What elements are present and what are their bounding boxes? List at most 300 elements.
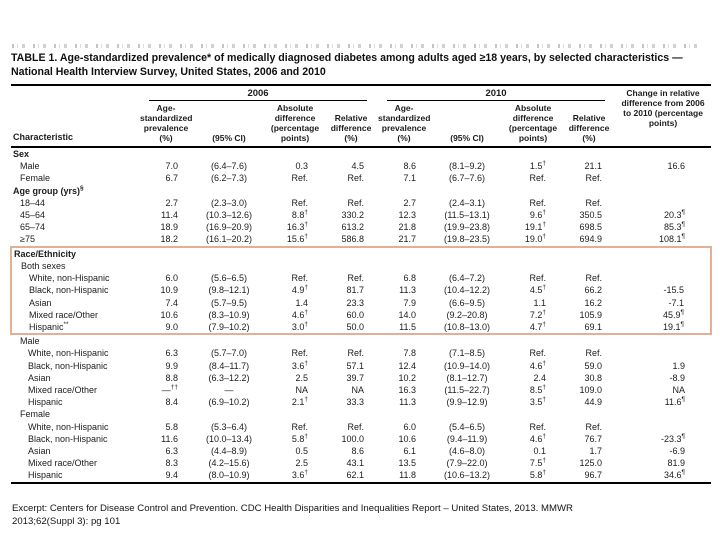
- row-label: Black, non-Hispanic: [11, 284, 139, 296]
- row-label: Race/Ethnicity: [11, 247, 139, 260]
- data-cell: [503, 260, 563, 272]
- data-cell: 21.1: [584, 161, 603, 172]
- row-label: Asian: [11, 297, 139, 309]
- data-cell: 1.7: [589, 445, 603, 456]
- data-cell: 1.9: [672, 360, 686, 371]
- data-cell: 2.5: [295, 458, 308, 469]
- table-row: [11, 421, 711, 433]
- data-cell: 30.8: [584, 372, 603, 383]
- row-label: Hispanic**: [11, 321, 139, 334]
- table-row: [11, 372, 711, 384]
- row-label: White, non-Hispanic: [28, 348, 109, 359]
- header-spacer: [11, 85, 139, 101]
- data-cell: 4.7†: [503, 321, 563, 334]
- data-cell: Ref.: [585, 197, 603, 208]
- data-cell: 45.9¶: [615, 309, 711, 321]
- table-row: [11, 469, 711, 482]
- data-cell: [139, 147, 193, 160]
- data-cell: Ref.: [585, 273, 603, 284]
- data-cell: 11.8: [377, 469, 431, 482]
- source-citation-line2: 2013;62(Suppl 3): pg 101: [12, 515, 121, 527]
- data-cell: 7.8: [403, 348, 417, 359]
- data-cell: 698.5: [579, 222, 603, 233]
- data-cell: [265, 408, 325, 420]
- data-cell: 43.1: [346, 458, 365, 469]
- data-cell: (8.3–10.9): [208, 309, 250, 320]
- data-cell: 21.7: [398, 234, 417, 245]
- data-cell: [563, 408, 615, 420]
- data-cell: 57.1: [346, 360, 365, 371]
- data-cell: —††: [161, 383, 178, 395]
- row-label: 45–64: [20, 210, 46, 221]
- row-label: Mixed race/Other: [28, 384, 98, 395]
- data-cell: 3.5†: [529, 396, 547, 408]
- data-cell: 8.8†: [291, 209, 308, 221]
- data-cell: 4.6†: [529, 432, 547, 444]
- section-row: [11, 147, 711, 160]
- row-label: ≥75: [20, 234, 35, 245]
- data-cell: 100.0: [341, 433, 365, 444]
- table-row: [11, 233, 711, 246]
- data-cell: (8.4–11.7): [208, 360, 250, 371]
- data-cell: [615, 172, 711, 184]
- data-cell: Ref.: [529, 197, 547, 208]
- data-cell: (9.9–12.9): [446, 397, 488, 408]
- data-cell: NA: [351, 384, 365, 395]
- data-cell: 14.0: [398, 309, 417, 320]
- data-cell: 18.2: [160, 234, 178, 245]
- data-cell: 125.0: [579, 458, 603, 469]
- data-cell: 2.4: [533, 372, 547, 383]
- data-cell: (5.3–6.4): [210, 421, 248, 432]
- row-label: White, non-Hispanic: [28, 421, 109, 432]
- data-cell: [431, 408, 503, 420]
- table-row: [11, 384, 711, 396]
- data-cell: (5.7–7.0): [210, 348, 248, 359]
- data-cell: (10.3–12.6): [205, 210, 253, 221]
- data-cell: [325, 260, 377, 272]
- data-cell: [377, 247, 431, 260]
- data-cell: -15.5: [615, 284, 711, 296]
- data-cell: 34.6¶: [615, 469, 711, 482]
- data-cell: [325, 147, 377, 160]
- data-cell: 3.6†: [291, 359, 308, 371]
- data-cell: (6.4–7.6): [210, 161, 248, 172]
- year-group-row: [11, 85, 711, 101]
- data-cell: Ref.: [529, 173, 547, 184]
- data-cell: 10.6: [160, 309, 178, 320]
- data-cell: 108.1¶: [659, 233, 686, 245]
- data-cell: 2.7: [165, 197, 178, 208]
- data-cell: (6.3–12.2): [208, 372, 250, 383]
- data-cell: [563, 260, 615, 272]
- data-cell: 6.0: [403, 421, 417, 432]
- data-cell: [193, 247, 265, 260]
- data-cell: (10.8–13.0): [431, 321, 503, 334]
- data-cell: 50.0: [325, 321, 377, 334]
- data-cell: (19.9–23.8): [443, 222, 491, 233]
- data-cell: (2.3–3.0): [210, 197, 248, 208]
- data-cell: 11.3: [399, 397, 417, 408]
- table-row: [11, 433, 711, 445]
- data-cell: [139, 334, 193, 347]
- data-cell: 6.3: [165, 445, 178, 456]
- section-row: [11, 185, 711, 197]
- data-cell: (4.4–8.9): [210, 445, 248, 456]
- data-cell: -23.3¶: [661, 432, 686, 444]
- table-row: [11, 172, 711, 184]
- data-cell: -8.9: [669, 372, 686, 383]
- data-cell: (10.0–13.4): [205, 433, 253, 444]
- data-cell: 2.7: [403, 197, 417, 208]
- section-row: [11, 260, 711, 272]
- row-label: Hispanic: [11, 469, 139, 482]
- data-cell: Ref.: [347, 421, 365, 432]
- data-cell: (6.9–10.2): [208, 397, 250, 408]
- data-cell: 15.6†: [286, 233, 308, 245]
- data-cell: [377, 147, 431, 160]
- data-cell: 13.5: [398, 458, 417, 469]
- data-cell: [139, 408, 193, 420]
- col-header-prevalence-2006: Age-standardized prevalence (%): [139, 101, 193, 147]
- year-2010-group-header: [377, 85, 615, 101]
- data-cell: Ref.: [291, 348, 308, 359]
- table-row: [11, 160, 711, 172]
- data-cell: 8.4: [165, 397, 178, 408]
- data-cell: 7.2†: [529, 308, 547, 320]
- data-cell: Ref.: [291, 197, 308, 208]
- data-cell: 44.9: [584, 397, 603, 408]
- data-cell: 5.8†: [291, 432, 308, 444]
- row-label: Black, non-Hispanic: [28, 360, 108, 371]
- data-cell: Ref.: [529, 348, 547, 359]
- data-cell: 9.6†: [529, 209, 547, 221]
- table-row: [11, 297, 711, 309]
- data-cell: 5.8†: [503, 469, 563, 482]
- data-cell: [265, 185, 325, 197]
- data-cell: 8.3: [165, 458, 178, 469]
- data-cell: [431, 247, 503, 260]
- data-cell: (9.2–20.8): [446, 309, 488, 320]
- data-cell: 9.9: [165, 360, 178, 371]
- data-cell: Ref.: [291, 273, 308, 284]
- data-cell: [377, 185, 431, 197]
- data-cell: 1.5†: [529, 160, 547, 172]
- data-cell: [503, 147, 563, 160]
- data-cell: Ref.: [585, 421, 603, 432]
- data-cell: 81.7: [346, 285, 365, 296]
- data-cell: (7.9–10.2): [193, 321, 265, 334]
- data-cell: [377, 260, 431, 272]
- col-header-ci-2010: (95% CI): [431, 101, 503, 147]
- table-row: [11, 396, 711, 408]
- data-cell: (7.9–22.0): [446, 458, 488, 469]
- col-header-characteristic: Characteristic: [11, 101, 139, 147]
- table-row: [11, 445, 711, 457]
- data-cell: Ref.: [347, 348, 365, 359]
- data-cell: (10.9–14.0): [443, 360, 491, 371]
- data-cell: 59.0: [584, 360, 603, 371]
- data-cell: 11.3: [399, 285, 417, 296]
- data-cell: 4.6†: [291, 308, 308, 320]
- data-cell: [325, 408, 377, 420]
- data-table: [10, 84, 712, 484]
- data-cell: 12.3: [398, 210, 417, 221]
- data-cell: (6.2–7.3): [210, 173, 248, 184]
- data-cell: [325, 185, 377, 197]
- data-cell: [503, 408, 563, 420]
- col-header-prevalence-2010: Age-standardized prevalence (%): [377, 101, 431, 147]
- row-label: Both sexes: [11, 260, 139, 272]
- row-label: 65–74: [20, 222, 46, 233]
- data-cell: 66.2: [584, 285, 603, 296]
- data-cell: 6.0: [165, 273, 178, 284]
- data-cell: 0.5: [295, 445, 308, 456]
- data-cell: [193, 147, 265, 160]
- data-cell: 21.8: [398, 222, 417, 233]
- data-cell: 9.0: [139, 321, 193, 334]
- data-cell: 23.3: [346, 297, 365, 308]
- table-row: [11, 284, 711, 296]
- data-cell: 6.3: [165, 348, 178, 359]
- data-cell: [503, 334, 563, 347]
- col-header-relative-2006: Relative difference (%): [325, 101, 377, 147]
- data-cell: [563, 247, 615, 260]
- data-cell: 8.6: [403, 161, 417, 172]
- data-cell: -6.9: [669, 445, 686, 456]
- year-2010-label: 2010: [387, 88, 605, 101]
- row-label: Asian: [28, 372, 51, 383]
- data-cell: (9.8–12.1): [208, 285, 250, 296]
- row-label: Black, non-Hispanic: [28, 433, 108, 444]
- data-cell: [615, 260, 711, 272]
- data-cell: 6.1: [403, 445, 417, 456]
- data-cell: (8.1–12.7): [446, 372, 488, 383]
- table-row: [11, 221, 711, 233]
- data-cell: [325, 334, 377, 347]
- data-cell: Ref.: [347, 173, 365, 184]
- data-cell: (7.1–8.5): [449, 348, 486, 359]
- data-cell: 2.5: [295, 372, 308, 383]
- data-cell: [139, 260, 193, 272]
- col-header-change: Change in relative difference from 2006 to 2010 (percentage points): [615, 85, 711, 147]
- data-cell: 109.0: [579, 384, 603, 395]
- data-cell: 10.9: [160, 285, 178, 296]
- table-row: [11, 321, 711, 334]
- data-cell: 16.2: [584, 297, 603, 308]
- data-cell: 10.2: [398, 372, 417, 383]
- source-citation: [12, 503, 712, 528]
- data-cell: [431, 334, 503, 347]
- data-cell: 694.9: [579, 234, 603, 245]
- data-cell: 19.0†: [524, 233, 547, 245]
- data-cell: 96.7: [563, 469, 615, 482]
- data-cell: 11.6¶: [664, 396, 686, 408]
- data-cell: 11.5: [377, 321, 431, 334]
- section-row: [11, 334, 711, 347]
- data-cell: (16.9–20.9): [205, 222, 253, 233]
- data-cell: [431, 260, 503, 272]
- table-row: [11, 457, 711, 469]
- data-cell: (16.1–20.2): [205, 234, 253, 245]
- data-cell: (4.6–8.0): [449, 445, 486, 456]
- data-cell: [377, 408, 431, 420]
- data-cell: 4.5: [351, 161, 365, 172]
- data-cell: [563, 334, 615, 347]
- data-cell: 350.5: [579, 210, 603, 221]
- row-label: Mixed race/Other: [11, 309, 139, 321]
- data-cell: 18.9: [160, 222, 178, 233]
- data-cell: [431, 147, 503, 160]
- data-cell: (6.6–9.5): [449, 297, 486, 308]
- data-cell: [615, 421, 711, 433]
- data-cell: (5.7–9.5): [210, 297, 248, 308]
- data-cell: 0.3: [295, 161, 308, 172]
- source-citation-line1: Excerpt: Centers for Disease Control and Prevention. CDC Health Disparities and Inequalities Report – United States, 2013. MMWR: [12, 503, 573, 514]
- table-row: [11, 272, 711, 284]
- data-cell: 16.3†: [286, 221, 308, 233]
- data-cell: (5.4–6.5): [449, 421, 486, 432]
- table-body: [11, 147, 711, 482]
- data-cell: 69.1: [563, 321, 615, 334]
- data-cell: [139, 247, 193, 260]
- row-label: Asian: [28, 445, 51, 456]
- data-cell: 10.6: [398, 433, 417, 444]
- data-cell: 105.9: [579, 309, 603, 320]
- table-row: [11, 209, 711, 221]
- table-row: [11, 360, 711, 372]
- data-cell: (8.0–10.9): [193, 469, 265, 482]
- data-cell: [615, 334, 711, 347]
- table-title: TABLE 1. Age-standardized prevalence* of medically diagnosed diabetes among adults aged ≥18 years, by selected characteristics — National Health Interview Survey, United States, 2006 and 2010: [11, 52, 683, 78]
- data-cell: (11.5–13.1): [444, 210, 490, 221]
- data-cell: Ref.: [347, 197, 365, 208]
- data-cell: 8.6: [351, 445, 365, 456]
- faded-text-artifact: [12, 44, 704, 48]
- data-cell: (11.5–22.7): [444, 384, 490, 395]
- data-cell: (2.4–3.1): [449, 197, 486, 208]
- table-header: [11, 85, 711, 147]
- data-cell: 20.3¶: [664, 209, 686, 221]
- row-label: Mixed race/Other: [28, 458, 98, 469]
- data-cell: 7.4: [165, 297, 178, 308]
- section-row: [11, 408, 711, 420]
- data-cell: 4.9†: [291, 284, 308, 296]
- data-cell: [377, 334, 431, 347]
- row-label: Female: [20, 173, 51, 184]
- data-table-container: [10, 84, 710, 484]
- data-cell: [325, 247, 377, 260]
- table-row: [11, 309, 711, 321]
- data-cell: Ref.: [291, 173, 308, 184]
- data-cell: [265, 247, 325, 260]
- data-cell: 7.1: [403, 173, 417, 184]
- data-cell: 5.8: [165, 421, 178, 432]
- col-header-relative-2010: Relative difference (%): [563, 101, 615, 147]
- data-cell: 16.6: [667, 161, 686, 172]
- col-header-ci-2006: (95% CI): [193, 101, 265, 147]
- data-cell: 2.1†: [291, 396, 308, 408]
- data-cell: [503, 247, 563, 260]
- data-cell: Ref.: [585, 173, 603, 184]
- data-cell: [193, 185, 265, 197]
- data-cell: 60.0: [346, 309, 365, 320]
- data-cell: [615, 185, 711, 197]
- data-cell: [563, 185, 615, 197]
- row-label: White, non-Hispanic: [11, 272, 139, 284]
- data-cell: [193, 260, 265, 272]
- row-label: Male: [20, 161, 40, 172]
- data-cell: 7.9: [403, 297, 417, 308]
- data-cell: [265, 260, 325, 272]
- data-cell: 6.7: [165, 173, 178, 184]
- data-cell: 3.0†: [265, 321, 325, 334]
- data-cell: (19.8–23.5): [443, 234, 491, 245]
- year-2006-group-header: [139, 85, 377, 101]
- data-cell: 19.1†: [524, 221, 547, 233]
- data-cell: 76.7: [584, 433, 603, 444]
- year-2006-label: 2006: [149, 88, 367, 101]
- data-cell: 62.1: [325, 469, 377, 482]
- data-cell: [615, 197, 711, 209]
- data-cell: Ref.: [529, 273, 547, 284]
- data-cell: [265, 334, 325, 347]
- data-cell: 586.8: [341, 234, 365, 245]
- data-cell: (5.6–6.5): [210, 273, 248, 284]
- data-cell: 11.4: [161, 210, 178, 221]
- section-row: [11, 247, 711, 260]
- data-cell: (10.6–13.2): [431, 469, 503, 482]
- data-cell: 8.5†: [529, 383, 547, 395]
- data-cell: [139, 185, 193, 197]
- data-cell: 81.9: [667, 458, 686, 469]
- data-cell: [431, 185, 503, 197]
- data-cell: Ref.: [585, 348, 603, 359]
- data-cell: [193, 334, 265, 347]
- table-row: [11, 197, 711, 209]
- data-cell: 11.6: [161, 433, 178, 444]
- data-cell: -7.1: [615, 297, 711, 309]
- data-cell: (4.2–15.6): [208, 458, 250, 469]
- data-cell: [563, 147, 615, 160]
- row-label: Female: [20, 409, 51, 420]
- data-cell: (8.1–9.2): [449, 161, 486, 172]
- data-cell: 39.7: [346, 372, 365, 383]
- row-label: Sex: [13, 149, 30, 160]
- data-cell: Ref.: [347, 273, 365, 284]
- data-cell: Ref.: [291, 421, 308, 432]
- data-cell: 4.5†: [529, 284, 547, 296]
- data-cell: 8.8: [165, 372, 178, 383]
- data-cell: 12.4: [398, 360, 417, 371]
- data-cell: 330.2: [341, 210, 365, 221]
- data-cell: (6.7–7.6): [449, 173, 486, 184]
- data-cell: [615, 247, 711, 260]
- data-cell: 16.3: [398, 384, 417, 395]
- data-cell: —: [224, 384, 234, 395]
- row-label: 18–44: [20, 197, 46, 208]
- data-cell: 9.4: [139, 469, 193, 482]
- data-cell: [615, 347, 711, 359]
- data-cell: 3.6†: [265, 469, 325, 482]
- column-header-row: [11, 101, 711, 147]
- data-cell: [615, 147, 711, 160]
- data-cell: 19.1¶: [615, 321, 711, 334]
- data-cell: 7.5†: [529, 457, 547, 469]
- data-cell: 0.1: [533, 445, 547, 456]
- col-header-absolute-2010: Absolute difference (percentage points): [503, 101, 563, 147]
- col-header-absolute-2006: Absolute difference (percentage points): [265, 101, 325, 147]
